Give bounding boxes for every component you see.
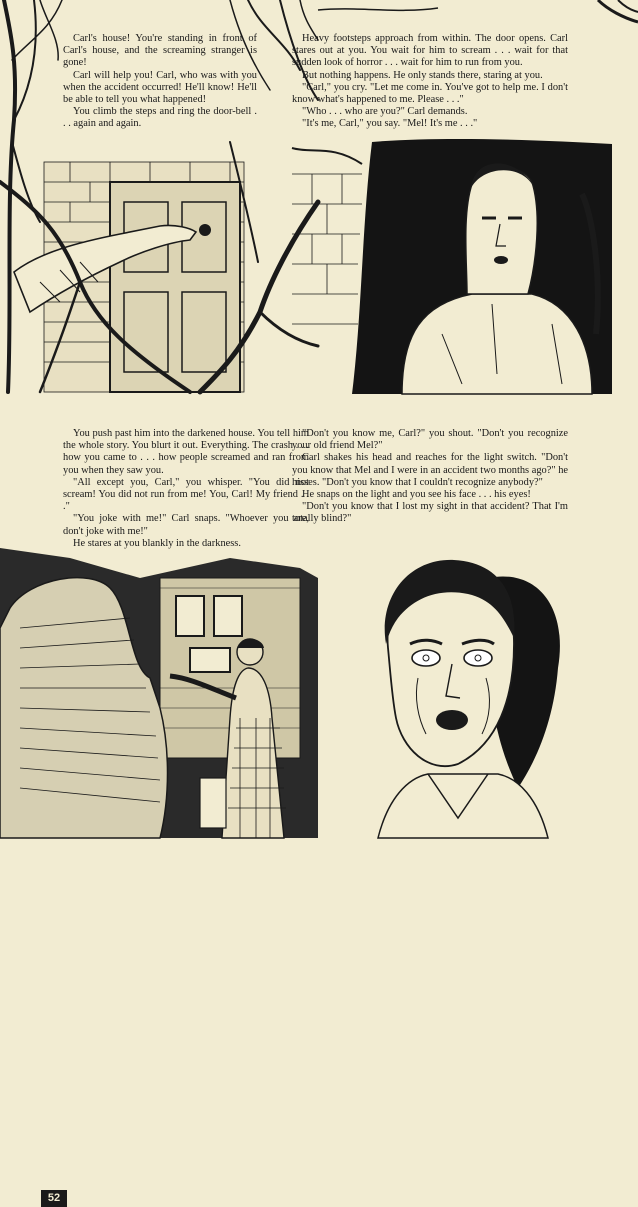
paragraph: Carl's house! You're standing in front of Carl's house, and the screaming stranger is gone!: [63, 33, 257, 69]
doorbell-hand-illustration: [0, 142, 318, 392]
man-in-doorway-illustration: [292, 134, 612, 394]
page-number: 52: [41, 1190, 67, 1207]
paragraph: "You joke with me!" Carl snaps. "Whoever you are, don't joke with me!": [63, 513, 309, 537]
panel-1: [0, 0, 318, 392]
paragraph: He stares at you blankly in the darkness.: [73, 537, 241, 549]
panel-4: [292, 392, 638, 838]
paragraph: You climb the steps and ring the door-bell . . . again and again.: [63, 106, 257, 130]
blind-man-face-illustration: [318, 548, 618, 838]
paragraph: Carl shakes his head and reaches for the light switch. "Don't you know that Mel and I were in an accident two months ago?" he hisses. "Don't you know that I couldn't recognize anybody?": [292, 452, 568, 488]
paragraph: Heavy footsteps approach from within. The door opens. Carl stares out at you. You wait for him to scream . . . wait for that sudden look of horror . . . wait for him to run from you.: [292, 33, 568, 69]
panel-2-text: [292, 33, 568, 131]
paragraph: "Carl," you cry. "Let me come in. You've got to help me. I don't know what's happened to me. Please . . .": [292, 81, 568, 106]
paragraph: But nothing happens. He only stands there, staring at you.: [302, 69, 543, 81]
paragraph: "Don't you know that I lost my sight in that accident? That I'm totally blind?": [292, 501, 568, 525]
paragraph: You push past him into the darkened house. You tell him the whole story. You blurt it out. Everything. The crash . . . how you came to . . . how people screamed and ran from you when they saw you.: [63, 428, 309, 476]
paragraph: Carl will help you! Carl, who was with you when the accident occurred! He'll know! He'll be able to tell you what happened!: [63, 69, 257, 106]
paragraph: "Who . . . who are you?" Carl demands.: [302, 106, 468, 118]
panel-4-text: [292, 428, 568, 526]
top-ornament-illustration: [318, 0, 638, 30]
panel-2: [292, 0, 638, 392]
paragraph: "It's me, Carl," you say. "Mel! It's me . . .": [302, 118, 478, 130]
living-room-illustration: [0, 548, 318, 838]
panel-1-text: [63, 33, 257, 131]
paragraph: "Don't you know me, Carl?" you shout. "Don't you recognize your old friend Mel?": [292, 428, 568, 452]
panel-3-text: [63, 428, 309, 550]
panel-3: [0, 392, 318, 1204]
paragraph: "All except you, Carl," you whisper. "You did not scream! You did not run from me! You, Carl! My friend . . .": [63, 476, 309, 513]
paragraph: He snaps on the light and you see his face . . . his eyes!: [302, 489, 531, 501]
